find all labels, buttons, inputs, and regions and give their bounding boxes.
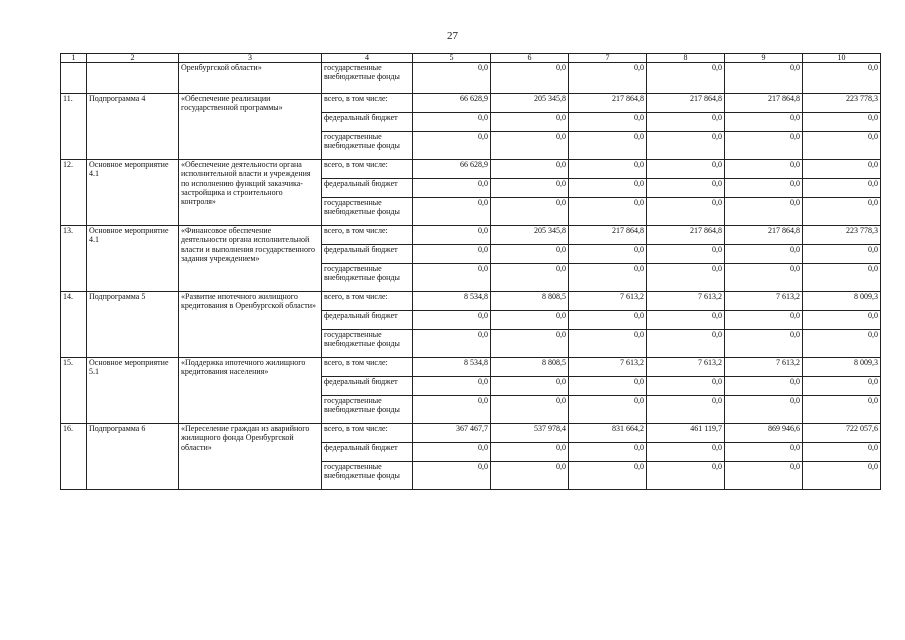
kind-cell: Основное мероприятие 4.1 [87, 160, 179, 226]
value-cell: 0,0 [647, 396, 725, 424]
value-cell: 0,0 [569, 377, 647, 396]
value-cell: 0,0 [413, 377, 491, 396]
value-cell: 0,0 [569, 198, 647, 226]
value-cell: 0,0 [491, 396, 569, 424]
source-cell: государственные внебюджетные фонды [322, 264, 413, 292]
value-cell: 0,0 [413, 311, 491, 330]
kind-cell: Подпрограмма 6 [87, 424, 179, 490]
value-cell: 0,0 [803, 377, 881, 396]
value-cell: 831 664,2 [569, 424, 647, 443]
column-header: 3 [179, 54, 322, 63]
value-cell: 367 467,7 [413, 424, 491, 443]
title-cell: «Обеспечение деятельности органа исполнительной власти и учреждения по исполнению функций заказчика-застройщика и строительного контроля» [179, 160, 322, 226]
source-cell: федеральный бюджет [322, 443, 413, 462]
value-cell: 0,0 [413, 179, 491, 198]
value-cell: 0,0 [803, 179, 881, 198]
value-cell: 0,0 [803, 160, 881, 179]
value-cell: 0,0 [413, 462, 491, 490]
column-header: 4 [322, 54, 413, 63]
page-number: 27 [447, 30, 458, 42]
value-cell: 8 808,5 [491, 292, 569, 311]
value-cell: 217 864,8 [647, 94, 725, 113]
value-cell: 0,0 [569, 396, 647, 424]
value-cell: 0,0 [725, 443, 803, 462]
table-row [61, 160, 881, 179]
value-cell: 0,0 [569, 462, 647, 490]
value-cell: 7 613,2 [569, 292, 647, 311]
value-cell: 0,0 [647, 330, 725, 358]
value-cell: 0,0 [491, 443, 569, 462]
source-cell: государственные внебюджетные фонды [322, 462, 413, 490]
value-cell: 0,0 [725, 245, 803, 264]
value-cell: 0,0 [725, 462, 803, 490]
value-cell: 0,0 [413, 443, 491, 462]
index-cell: 12. [61, 160, 87, 226]
value-cell: 0,0 [413, 396, 491, 424]
source-cell: всего, в том числе: [322, 94, 413, 113]
value-cell: 0,0 [725, 113, 803, 132]
table-row [61, 63, 881, 94]
value-cell: 461 119,7 [647, 424, 725, 443]
title-cell: «Обеспечение реализации государственной программы» [179, 94, 322, 160]
index-cell: 11. [61, 94, 87, 160]
value-cell: 0,0 [569, 132, 647, 160]
value-cell: 0,0 [647, 443, 725, 462]
value-cell: 0,0 [725, 132, 803, 160]
value-cell: 0,0 [803, 311, 881, 330]
value-cell: 0,0 [647, 113, 725, 132]
source-cell: федеральный бюджет [322, 245, 413, 264]
source-cell: федеральный бюджет [322, 377, 413, 396]
source-cell: государственные внебюджетные фонды [322, 63, 413, 94]
value-cell: 0,0 [491, 160, 569, 179]
value-cell: 0,0 [647, 63, 725, 94]
value-cell: 0,0 [413, 245, 491, 264]
source-cell: государственные внебюджетные фонды [322, 330, 413, 358]
value-cell: 66 628,9 [413, 94, 491, 113]
value-cell: 0,0 [569, 113, 647, 132]
value-cell: 0,0 [413, 113, 491, 132]
value-cell: 0,0 [725, 377, 803, 396]
value-cell: 0,0 [491, 132, 569, 160]
column-header: 2 [87, 54, 179, 63]
index-cell [61, 63, 87, 94]
value-cell: 217 864,8 [569, 94, 647, 113]
value-cell: 0,0 [725, 330, 803, 358]
value-cell: 0,0 [803, 264, 881, 292]
kind-cell: Подпрограмма 5 [87, 292, 179, 358]
value-cell: 0,0 [647, 198, 725, 226]
kind-cell: Основное мероприятие 5.1 [87, 358, 179, 424]
value-cell: 0,0 [491, 179, 569, 198]
value-cell: 0,0 [803, 443, 881, 462]
value-cell: 0,0 [491, 462, 569, 490]
value-cell: 0,0 [491, 311, 569, 330]
source-cell: всего, в том числе: [322, 424, 413, 443]
value-cell: 0,0 [725, 63, 803, 94]
title-cell: «Развитие ипотечного жилищного кредитования в Оренбургской области» [179, 292, 322, 358]
value-cell: 7 613,2 [647, 358, 725, 377]
value-cell: 0,0 [413, 63, 491, 94]
value-cell: 537 978,4 [491, 424, 569, 443]
table-row [61, 292, 881, 311]
value-cell: 0,0 [647, 179, 725, 198]
index-cell: 14. [61, 292, 87, 358]
budget-table [60, 53, 881, 490]
column-header: 7 [569, 54, 647, 63]
value-cell: 0,0 [803, 245, 881, 264]
value-cell: 0,0 [413, 198, 491, 226]
kind-cell [87, 63, 179, 94]
value-cell: 869 946,6 [725, 424, 803, 443]
title-cell: «Поддержка ипотечного жилищного кредитования населения» [179, 358, 322, 424]
value-cell: 0,0 [803, 330, 881, 358]
column-number-row [61, 54, 881, 63]
value-cell: 217 864,8 [647, 226, 725, 245]
column-header: 10 [803, 54, 881, 63]
source-cell: федеральный бюджет [322, 311, 413, 330]
source-cell: государственные внебюджетные фонды [322, 132, 413, 160]
value-cell: 205 345,8 [491, 94, 569, 113]
kind-cell: Основное мероприятие 4.1 [87, 226, 179, 292]
value-cell: 8 009,3 [803, 358, 881, 377]
value-cell: 0,0 [569, 245, 647, 264]
value-cell: 7 613,2 [569, 358, 647, 377]
value-cell: 0,0 [569, 160, 647, 179]
value-cell: 0,0 [491, 377, 569, 396]
column-header: 9 [725, 54, 803, 63]
value-cell: 0,0 [803, 462, 881, 490]
value-cell: 0,0 [647, 462, 725, 490]
value-cell: 0,0 [413, 264, 491, 292]
source-cell: всего, в том числе: [322, 160, 413, 179]
table-row [61, 424, 881, 443]
source-cell: всего, в том числе: [322, 226, 413, 245]
value-cell: 0,0 [413, 330, 491, 358]
value-cell: 0,0 [491, 198, 569, 226]
index-cell: 16. [61, 424, 87, 490]
value-cell: 0,0 [413, 226, 491, 245]
title-cell: «Финансовое обеспечение деятельности органа исполнительной власти и выполнения государственного задания учреждением» [179, 226, 322, 292]
value-cell: 217 864,8 [725, 226, 803, 245]
value-cell: 217 864,8 [725, 94, 803, 113]
value-cell: 8 534,8 [413, 358, 491, 377]
value-cell: 0,0 [803, 63, 881, 94]
column-header: 6 [491, 54, 569, 63]
value-cell: 0,0 [725, 311, 803, 330]
title-cell: Оренбургской области» [179, 63, 322, 94]
source-cell: федеральный бюджет [322, 113, 413, 132]
value-cell: 0,0 [647, 245, 725, 264]
value-cell: 0,0 [569, 63, 647, 94]
value-cell: 0,0 [725, 160, 803, 179]
table-row [61, 358, 881, 377]
source-cell: государственные внебюджетные фонды [322, 396, 413, 424]
title-cell: «Переселение граждан из аварийного жилищного фонда Оренбургской области» [179, 424, 322, 490]
value-cell: 0,0 [647, 377, 725, 396]
value-cell: 0,0 [647, 160, 725, 179]
value-cell: 0,0 [491, 264, 569, 292]
value-cell: 0,0 [803, 396, 881, 424]
value-cell: 223 778,3 [803, 94, 881, 113]
value-cell: 0,0 [725, 396, 803, 424]
value-cell: 0,0 [725, 179, 803, 198]
value-cell: 0,0 [569, 264, 647, 292]
value-cell: 0,0 [569, 311, 647, 330]
value-cell: 0,0 [647, 264, 725, 292]
value-cell: 0,0 [647, 311, 725, 330]
value-cell: 0,0 [491, 63, 569, 94]
value-cell: 8 009,3 [803, 292, 881, 311]
kind-cell: Подпрограмма 4 [87, 94, 179, 160]
column-header: 1 [61, 54, 87, 63]
value-cell: 7 613,2 [725, 292, 803, 311]
value-cell: 8 534,8 [413, 292, 491, 311]
source-cell: всего, в том числе: [322, 358, 413, 377]
value-cell: 217 864,8 [569, 226, 647, 245]
source-cell: всего, в том числе: [322, 292, 413, 311]
value-cell: 0,0 [491, 330, 569, 358]
value-cell: 7 613,2 [647, 292, 725, 311]
value-cell: 0,0 [491, 245, 569, 264]
value-cell: 8 808,5 [491, 358, 569, 377]
value-cell: 0,0 [803, 198, 881, 226]
value-cell: 0,0 [803, 113, 881, 132]
value-cell: 7 613,2 [725, 358, 803, 377]
value-cell: 0,0 [647, 132, 725, 160]
source-cell: государственные внебюджетные фонды [322, 198, 413, 226]
value-cell: 0,0 [569, 179, 647, 198]
value-cell: 66 628,9 [413, 160, 491, 179]
column-header: 5 [413, 54, 491, 63]
value-cell: 0,0 [725, 264, 803, 292]
source-cell: федеральный бюджет [322, 179, 413, 198]
value-cell: 0,0 [725, 198, 803, 226]
value-cell: 722 057,6 [803, 424, 881, 443]
index-cell: 13. [61, 226, 87, 292]
value-cell: 0,0 [569, 330, 647, 358]
column-header: 8 [647, 54, 725, 63]
index-cell: 15. [61, 358, 87, 424]
value-cell: 205 345,8 [491, 226, 569, 245]
table-row [61, 94, 881, 113]
value-cell: 0,0 [413, 132, 491, 160]
value-cell: 0,0 [569, 443, 647, 462]
value-cell: 223 778,3 [803, 226, 881, 245]
value-cell: 0,0 [803, 132, 881, 160]
table-row [61, 226, 881, 245]
value-cell: 0,0 [491, 113, 569, 132]
